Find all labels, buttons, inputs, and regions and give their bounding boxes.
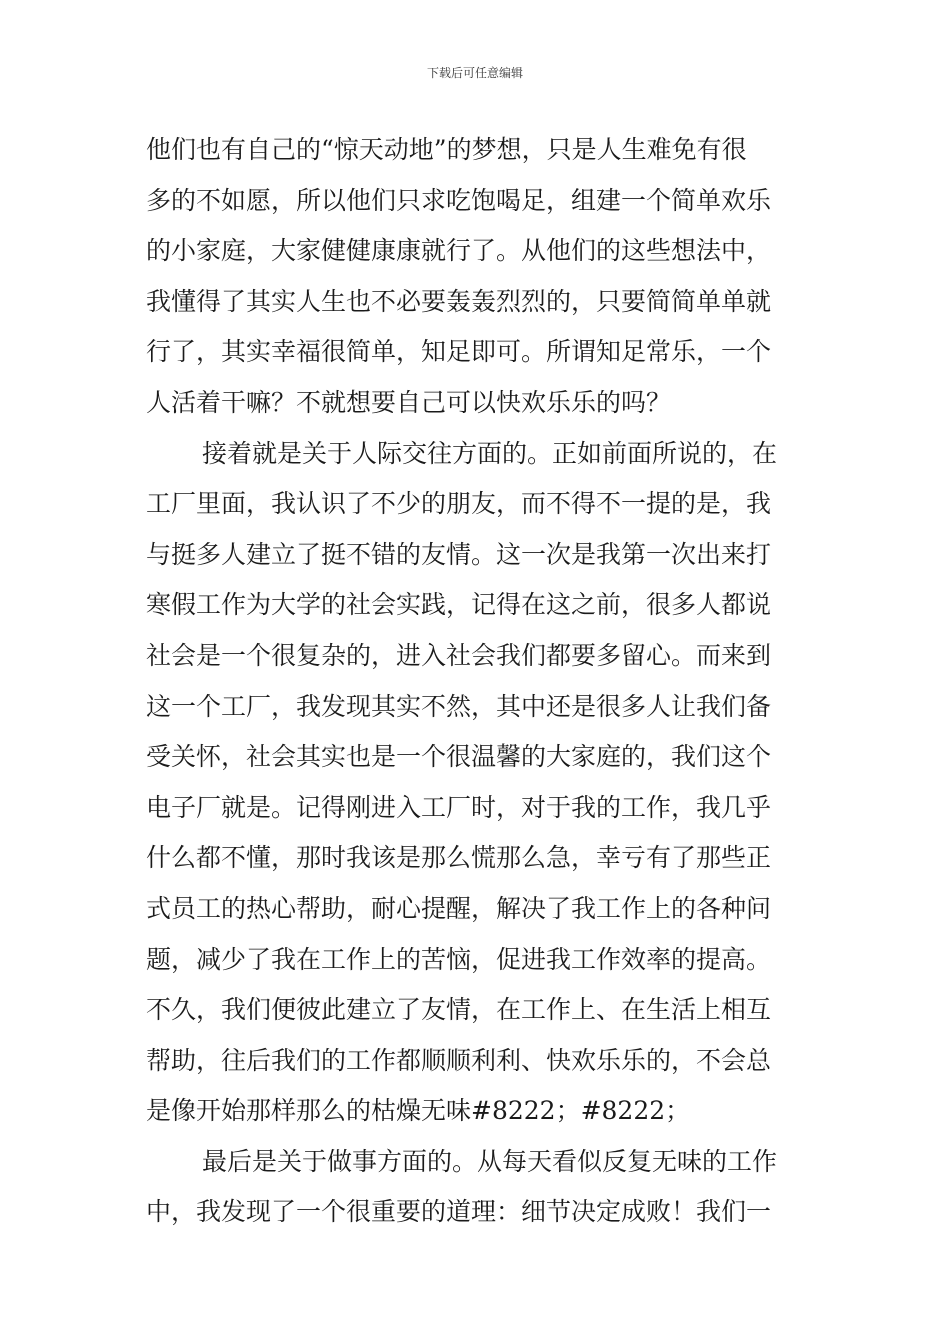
paragraph-start-line: 最后是关于做事方面的。从每天看似反复无味的工作 [202,1146,778,1176]
text-line: 电子厂就是。记得刚进入工厂时，对于我的工作，我几乎 [146,792,772,822]
text-line: 这一个工厂，我发现其实不然，其中还是很多人让我们备 [146,691,772,721]
document-body [146,125,806,1238]
text-line: 受关怀，社会其实也是一个很温馨的大家庭的，我们这个 [146,742,772,772]
text-line: 人活着干嘛？不就想要自己可以快欢乐乐的吗？ [146,387,672,417]
text-line: 我懂得了其实人生也不必要轰轰烈烈的，只要简简单单就 [146,286,772,316]
text-line: 中，我发现了一个很重要的道理：细节决定成败！我们一 [146,1197,772,1227]
text-line: 式员工的热心帮助，耐心提醒，解决了我工作上的各种问 [146,893,772,923]
text-line: 社会是一个很复杂的，进入社会我们都要多留心。而来到 [146,640,772,670]
text-line: 多的不如愿，所以他们只求吃饱喝足，组建一个简单欢乐 [146,185,772,215]
text-line: 他们也有自己的“惊天动地”的梦想，只是人生难免有很 [146,135,747,164]
text-line: 工厂里面，我认识了不少的朋友，而不得不一提的是，我 [146,489,772,519]
text-line: 帮助，往后我们的工作都顺顺利利、快欢乐乐的，不会总 [146,1045,772,1075]
text-line: 是像开始那样那么的枯燥无味#8222；#8222； [146,1096,691,1126]
text-line: 行了，其实幸福很简单，知足即可。所谓知足常乐，一个 [146,337,772,367]
text-line: 什么都不懂，那时我该是那么慌那么急，幸亏有了那些正 [146,843,772,873]
paragraph-start-line: 接着就是关于人际交往方面的。正如前面所说的，在 [202,438,778,468]
text-line: 不久，我们便彼此建立了友情，在工作上、在生活上相互 [146,995,772,1025]
text-line: 与挺多人建立了挺不错的友情。这一次是我第一次出来打 [146,539,772,569]
download-note: 下载后可任意编辑 [426,66,523,80]
text-line: 题，减少了我在工作上的苦恼，促进我工作效率的提高。 [146,944,772,974]
text-line: 的小家庭，大家健健康康就行了。从他们的这些想法中， [146,236,772,266]
text-line: 寒假工作为大学的社会实践，记得在这之前，很多人都说 [146,590,772,620]
